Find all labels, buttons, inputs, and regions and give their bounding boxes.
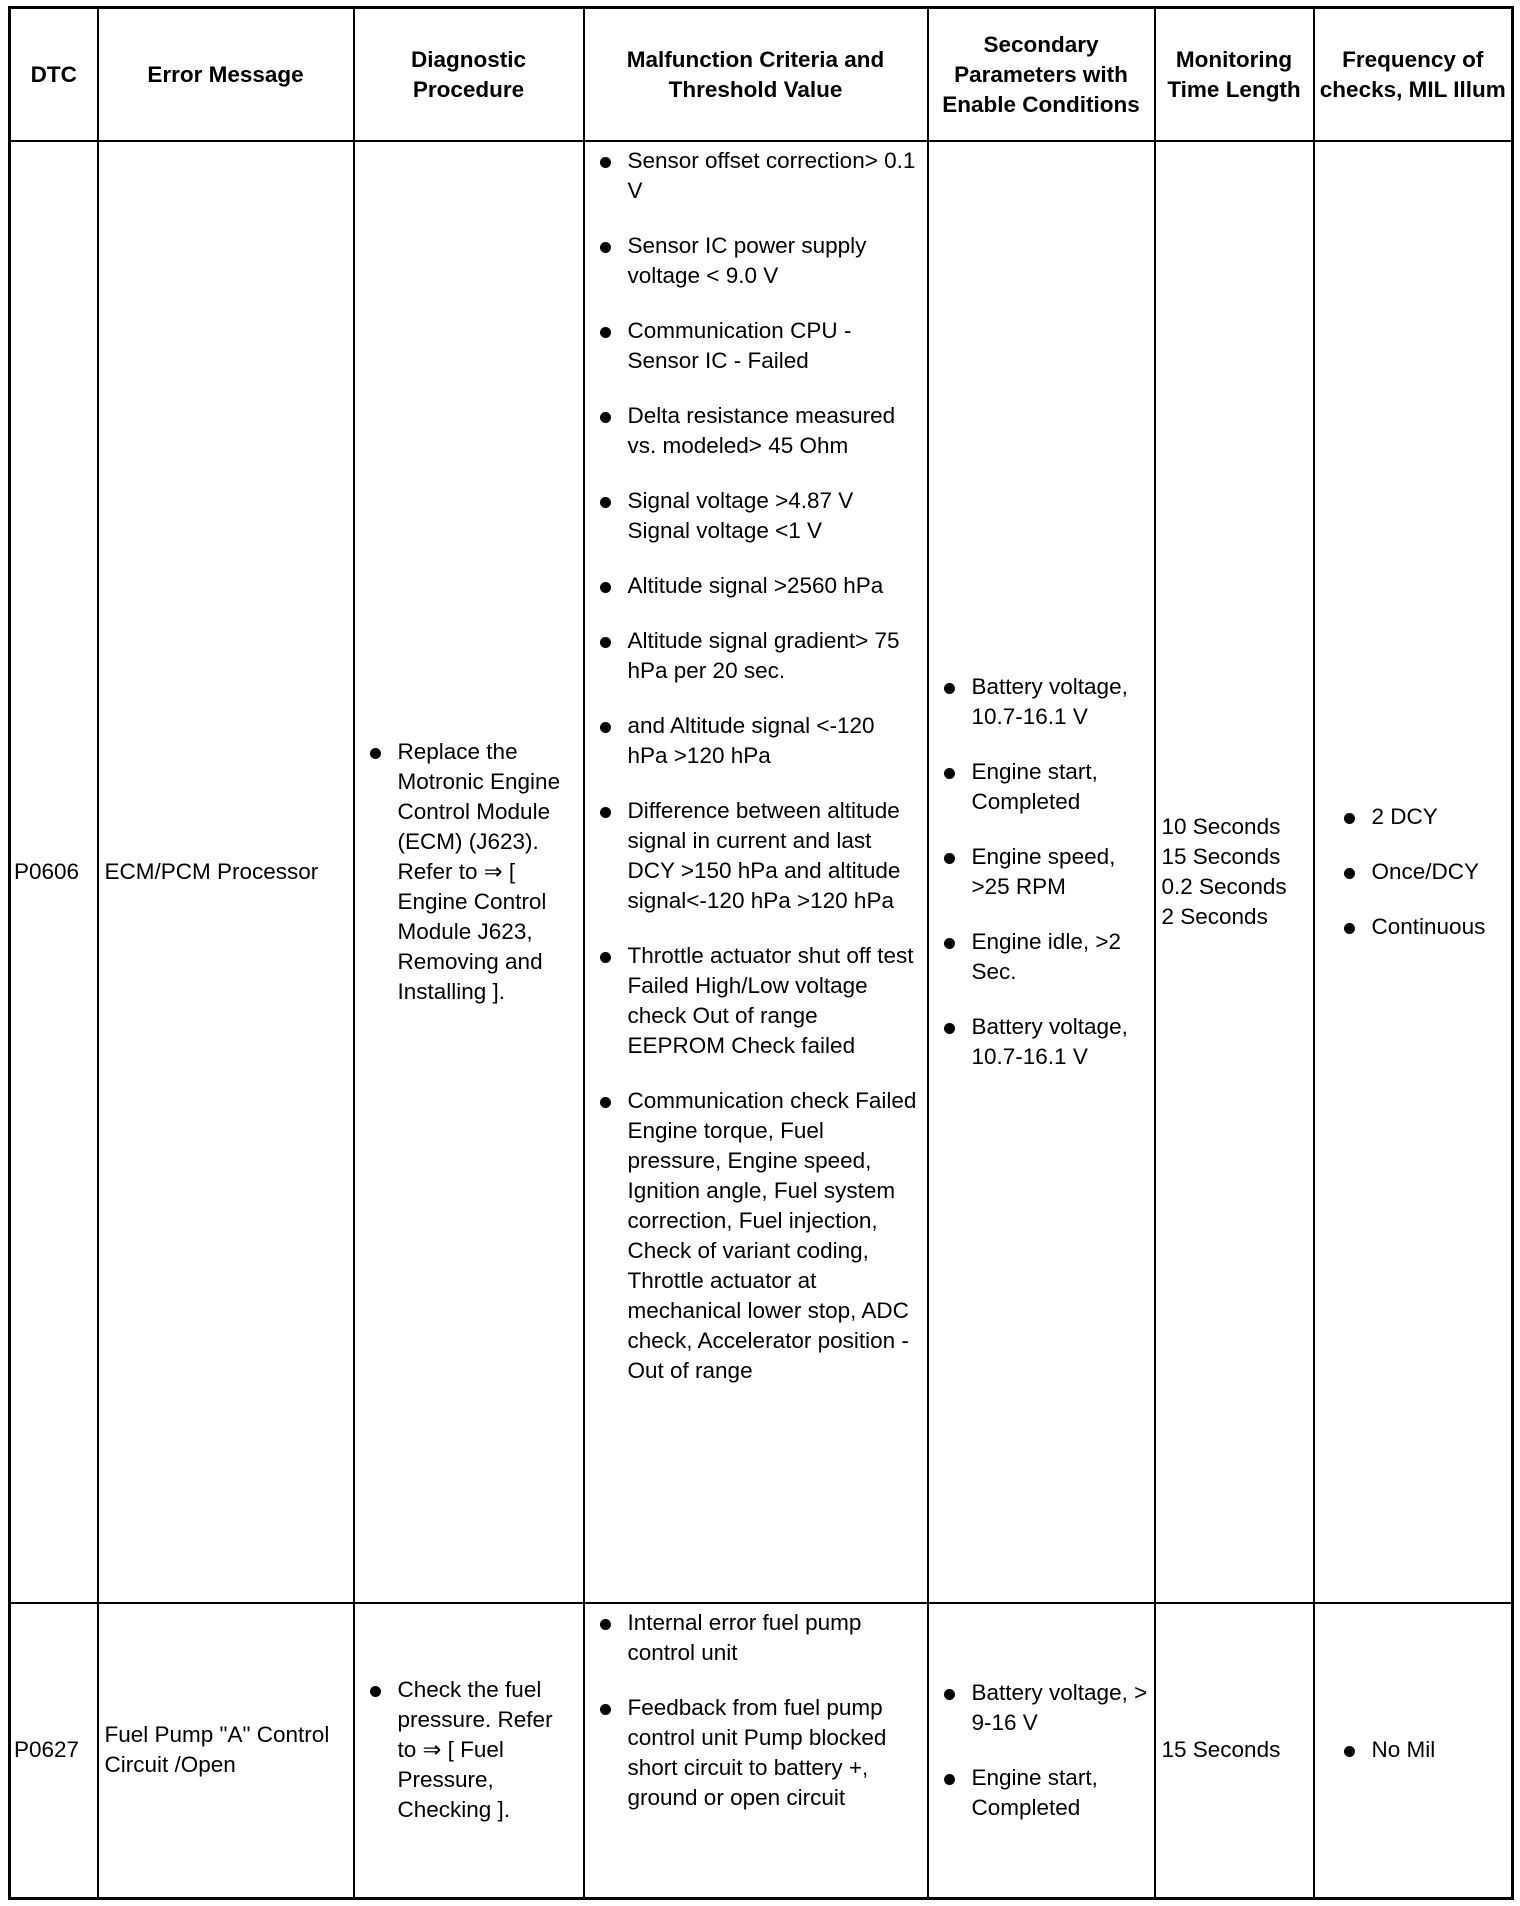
frequency-item: No Mil: [1335, 1735, 1506, 1765]
monitoring-time-value: 2 Seconds: [1161, 904, 1268, 929]
criteria-item: Difference between altitude signal in current and last DCY >150 hPa and altitude signal<-120 hPa >120 hPa: [591, 796, 921, 916]
frequency-item: 2 DCY: [1335, 802, 1506, 832]
secondary-item: Engine start, Completed: [935, 1763, 1148, 1823]
criteria-item: Signal voltage >4.87 V Signal voltage <1 V: [591, 486, 921, 546]
dtc-table-wrapper: [8, 6, 1511, 1894]
malfunction-criteria: [584, 1603, 928, 1898]
header-row: [10, 8, 1513, 142]
criteria-item: Altitude signal gradient> 75 hPa per 20 sec.: [591, 626, 921, 686]
table-row: [10, 141, 1513, 1603]
table-row: [10, 1603, 1513, 1898]
error-message: Fuel Pump "A" Control Circuit /Open: [98, 1603, 354, 1898]
criteria-item: Sensor offset correction> 0.1 V: [591, 146, 921, 206]
header-diagnostic-procedure: Diagnostic Procedure: [354, 8, 584, 142]
header-malfunction-criteria: Malfunction Criteria and Threshold Value: [584, 8, 928, 142]
error-message: ECM/PCM Processor: [98, 141, 354, 1603]
criteria-item: Communication check Failed Engine torque, Fuel pressure, Engine speed, Ignition angle, Fuel system correction, Fuel injection, Check of variant coding, Throttle actuator at mechanical lower stop, ADC check, Accelerator position - Out of range: [591, 1086, 921, 1386]
criteria-item: Delta resistance measured vs. modeled> 45 Ohm: [591, 401, 921, 461]
diagnostic-procedure: [354, 1603, 584, 1898]
monitoring-time-value: 10 Seconds: [1161, 814, 1281, 839]
frequency-item: Continuous: [1335, 912, 1506, 942]
secondary-parameters: [928, 1603, 1155, 1898]
header-secondary-parameters: Secondary Parameters with Enable Conditions: [928, 8, 1155, 142]
dtc-code: P0627: [10, 1603, 98, 1898]
secondary-item: Engine idle, >2 Sec.: [935, 927, 1148, 987]
frequency: [1314, 1603, 1513, 1898]
monitoring-time: [1155, 1603, 1314, 1898]
malfunction-criteria: [584, 141, 928, 1603]
secondary-item: Battery voltage, > 9-16 V: [935, 1678, 1148, 1738]
criteria-item: Altitude signal >2560 hPa: [591, 571, 921, 601]
dtc-code: P0606: [10, 141, 98, 1603]
monitoring-time-value: 15 Seconds: [1161, 844, 1281, 869]
header-monitoring-time: Monitoring Time Length: [1155, 8, 1314, 142]
monitoring-time-value: 0.2 Seconds: [1161, 874, 1287, 899]
criteria-item: Communication CPU - Sensor IC - Failed: [591, 316, 921, 376]
header-frequency: Frequency of checks, MIL Illum: [1314, 8, 1513, 142]
diagnostic-procedure: [354, 141, 584, 1603]
secondary-item: Battery voltage, 10.7-16.1 V: [935, 672, 1148, 732]
header-error-message: Error Message: [98, 8, 354, 142]
monitoring-time-value: 15 Seconds: [1161, 1737, 1281, 1763]
criteria-item: Internal error fuel pump control unit: [591, 1608, 921, 1668]
header-dtc: DTC: [10, 8, 98, 142]
procedure-item: Replace the Motronic Engine Control Module (ECM) (J623). Refer to ⇒ [ Engine Control Module J623, Removing and Installing ].: [361, 737, 577, 1007]
secondary-parameters: [928, 141, 1155, 1603]
criteria-item: Feedback from fuel pump control unit Pump blocked short circuit to battery +, ground or open circuit: [591, 1693, 921, 1813]
criteria-item: and Altitude signal <-120 hPa >120 hPa: [591, 711, 921, 771]
dtc-table: [8, 6, 1514, 1900]
secondary-item: Engine start, Completed: [935, 757, 1148, 817]
secondary-item: Battery voltage, 10.7-16.1 V: [935, 1012, 1148, 1072]
criteria-item: Throttle actuator shut off test Failed High/Low voltage check Out of range EEPROM Check failed: [591, 941, 921, 1061]
frequency-item: Once/DCY: [1335, 857, 1506, 887]
frequency: [1314, 141, 1513, 1603]
procedure-item: Check the fuel pressure. Refer to ⇒ [ Fuel Pressure, Checking ].: [361, 1675, 577, 1825]
criteria-item: Sensor IC power supply voltage < 9.0 V: [591, 231, 921, 291]
secondary-item: Engine speed, >25 RPM: [935, 842, 1148, 902]
monitoring-time: [1155, 141, 1314, 1603]
